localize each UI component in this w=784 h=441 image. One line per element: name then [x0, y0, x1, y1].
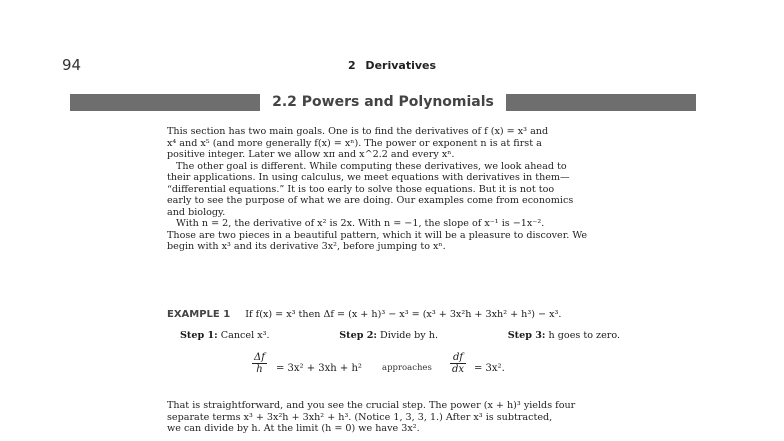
text-line: That is straightforward, and you see the crucial step. The power (x + h)³ yields four — [167, 400, 576, 411]
title-bar-left — [70, 94, 260, 111]
step-text: h goes to zero. — [548, 330, 620, 341]
text-line: With n = 2, the derivative of x² is 2x. With n = −1, the slope of x⁻¹ is −1x⁻². — [176, 218, 545, 229]
text-line: early to see the purpose of what we are doing. Our examples come from economics — [167, 195, 574, 206]
delta-f-over-h — [252, 352, 267, 375]
step-1 — [180, 330, 270, 341]
step-label: Step 1: — [180, 330, 218, 341]
text-line: we can divide by h. At the limit (h = 0) we have 3x². — [167, 423, 420, 434]
step-2 — [339, 330, 438, 341]
text-line: separate terms x³ + 3x²h + 3xh² + h³. (Notice 1, 3, 3, 1.) After x³ is subtracted, — [167, 411, 553, 423]
title-bar-right — [506, 94, 696, 111]
example-statement: If f(x) = x³ then Δf = (x + h)³ − x³ = (x³ + 3x²h + 3xh² + h³) − x³. — [245, 309, 562, 320]
formula-result: = 3x². — [474, 363, 505, 374]
fraction-denominator: dx — [452, 364, 465, 375]
step-label: Step 3: — [507, 330, 546, 341]
formula-approaches: approaches — [382, 363, 432, 373]
chapter-running-head: 2 Derivatives — [347, 59, 437, 72]
intro-paragraph — [167, 126, 601, 161]
text-line: their applications. In using calculus, we meet equations with derivatives in them— — [167, 172, 570, 183]
text-line: This section has two main goals. One is to find the derivatives of f (x) = x³ and — [167, 126, 549, 137]
closing-paragraph — [167, 400, 601, 435]
fraction-numerator: df — [452, 352, 464, 363]
text-line: begin with x³ and its derivative 3x², before jumping to xⁿ. — [167, 241, 446, 252]
text-line: and biology. — [167, 206, 226, 218]
section-title-bar — [70, 93, 696, 111]
page-number: 94 — [62, 56, 82, 74]
text-line: Those are two pieces in a beautiful pattern, which it will be a pleasure to discover. We — [167, 229, 588, 241]
df-over-dx — [450, 352, 466, 375]
pattern-paragraph — [167, 218, 601, 253]
text-line: “differential equations.” It is too early to solve those equations. But it is not too — [167, 183, 555, 195]
text-line: The other goal is different. While computing these derivatives, we look ahead to — [176, 160, 567, 172]
derivative-formula — [250, 352, 550, 388]
fraction-denominator: h — [252, 363, 267, 375]
text-line: x⁴ and x⁵ (and more generally f(x) = xⁿ). The power or exponent n is at first a — [167, 137, 542, 149]
step-text: Cancel x³. — [220, 330, 270, 341]
goals-paragraph — [167, 161, 601, 219]
step-text: Divide by h. — [380, 330, 439, 341]
step-3 — [508, 330, 620, 341]
formula-expansion: = 3x² + 3xh + h² — [276, 363, 362, 374]
text-line: positive integer. Later we allow xπ and x^2.2 and every xⁿ. — [167, 149, 455, 160]
example-label: EXAMPLE 1 — [167, 309, 231, 320]
section-title: 2.2 Powers and Polynomials — [260, 93, 506, 111]
example-1 — [167, 309, 647, 320]
fraction-numerator: Δf — [254, 352, 265, 363]
example-steps — [180, 330, 620, 341]
step-label: Step 2: — [339, 330, 377, 341]
